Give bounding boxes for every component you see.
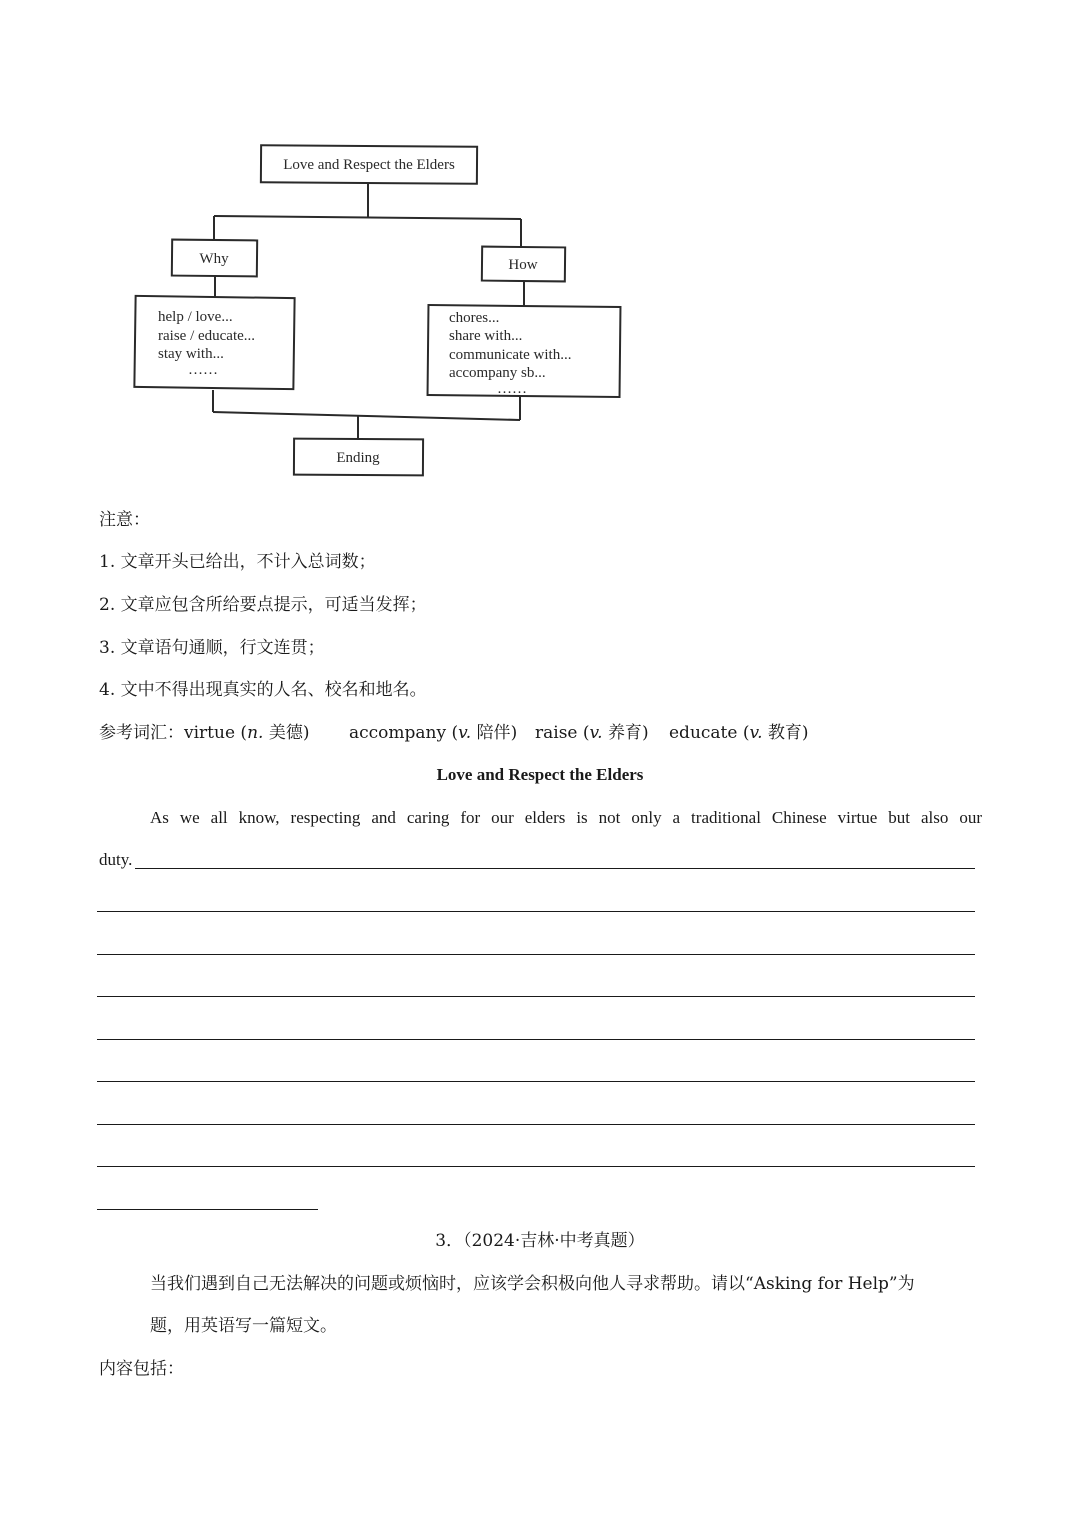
writing-line[interactable]: [97, 954, 975, 955]
how-item: accompany sb...: [449, 365, 546, 381]
vocab-label: 参考词汇：: [99, 723, 184, 743]
essay-opening-line: As we all know, respecting and caring for our elders is not only a traditional Chinese virtue but also our: [150, 808, 982, 827]
vocab-pos: n.: [247, 723, 264, 743]
why-item: help / love...: [158, 309, 233, 325]
writing-line[interactable]: [97, 1124, 975, 1125]
mind-map-root: [261, 145, 477, 184]
writing-line-short[interactable]: [97, 1209, 318, 1210]
vocab-meaning: 教育: [767, 723, 802, 743]
vocab-word: accompany: [349, 723, 447, 743]
vocab-meaning: 美德: [268, 723, 303, 743]
how-item: share with...: [449, 328, 523, 344]
vocab-word: educate: [669, 723, 738, 743]
vocab-meaning: 养育: [607, 723, 642, 743]
mind-map-root-label: Love and Respect the Elders: [283, 157, 455, 173]
essay-opening-continuation: duty.: [99, 850, 133, 869]
vocab-word: raise: [535, 723, 578, 743]
mind-map-ending-label: Ending: [336, 450, 380, 466]
how-item: ……: [497, 381, 527, 397]
how-item: communicate with...: [449, 347, 572, 363]
why-item: raise / educate...: [158, 328, 256, 344]
essay-title: Love and Respect the Elders: [436, 765, 644, 784]
content-heading: 内容包括：: [99, 1359, 184, 1379]
vocab-entry: educate (v. 教育): [669, 723, 809, 743]
note-item: 2. 文章应包含所给要点提示，可适当发挥；: [99, 595, 427, 615]
vocab-meaning: 陪伴: [476, 723, 511, 743]
vocab-pos: v.: [589, 723, 603, 743]
how-item: chores...: [449, 310, 500, 326]
question-number: 3．（2024·吉林·中考真题）: [435, 1231, 645, 1251]
writing-line[interactable]: [97, 1039, 975, 1040]
mind-map-ending: [294, 439, 423, 476]
note-item: 4. 文中不得出现真实的人名、校名和地名。: [99, 680, 427, 700]
vocab-word: virtue: [184, 723, 236, 743]
note-item: 1. 文章开头已给出，不计入总词数；: [99, 552, 376, 572]
mind-map-why-details: [134, 296, 294, 389]
why-item: ……: [188, 362, 218, 378]
writing-line[interactable]: [97, 996, 975, 997]
vocab-entry: accompany (v. 陪伴): [349, 723, 518, 743]
mind-map-how-details: [428, 305, 621, 397]
question-prompt: 当我们遇到自己无法解决的问题或烦恼时，应该学会积极向他人寻求帮助。请以“Asking for Help”为: [150, 1274, 915, 1294]
note-item: 3. 文章语句通顺，行文连贯；: [99, 638, 325, 658]
writing-line[interactable]: [135, 868, 975, 869]
mind-map-how: [482, 247, 565, 282]
writing-line[interactable]: [97, 1081, 975, 1082]
mind-map-how-label: How: [508, 257, 538, 273]
vocab-pos: v.: [458, 723, 472, 743]
vocab-pos: v.: [749, 723, 763, 743]
question-prompt: 题，用英语写一篇短文。: [150, 1316, 337, 1336]
vocab-row: 参考词汇：virtue (n. 美德): [99, 723, 310, 743]
notes-heading: 注意：: [99, 510, 150, 530]
mind-map-why-label: Why: [199, 251, 229, 267]
writing-line[interactable]: [97, 911, 975, 912]
writing-line[interactable]: [97, 1166, 975, 1167]
vocab-entry: raise (v. 养育): [535, 723, 649, 743]
mind-map-why: [172, 240, 257, 277]
mind-map-diagram: [0, 0, 1080, 500]
connector-bottom-bar: [213, 412, 520, 420]
why-item: stay with...: [158, 346, 224, 362]
